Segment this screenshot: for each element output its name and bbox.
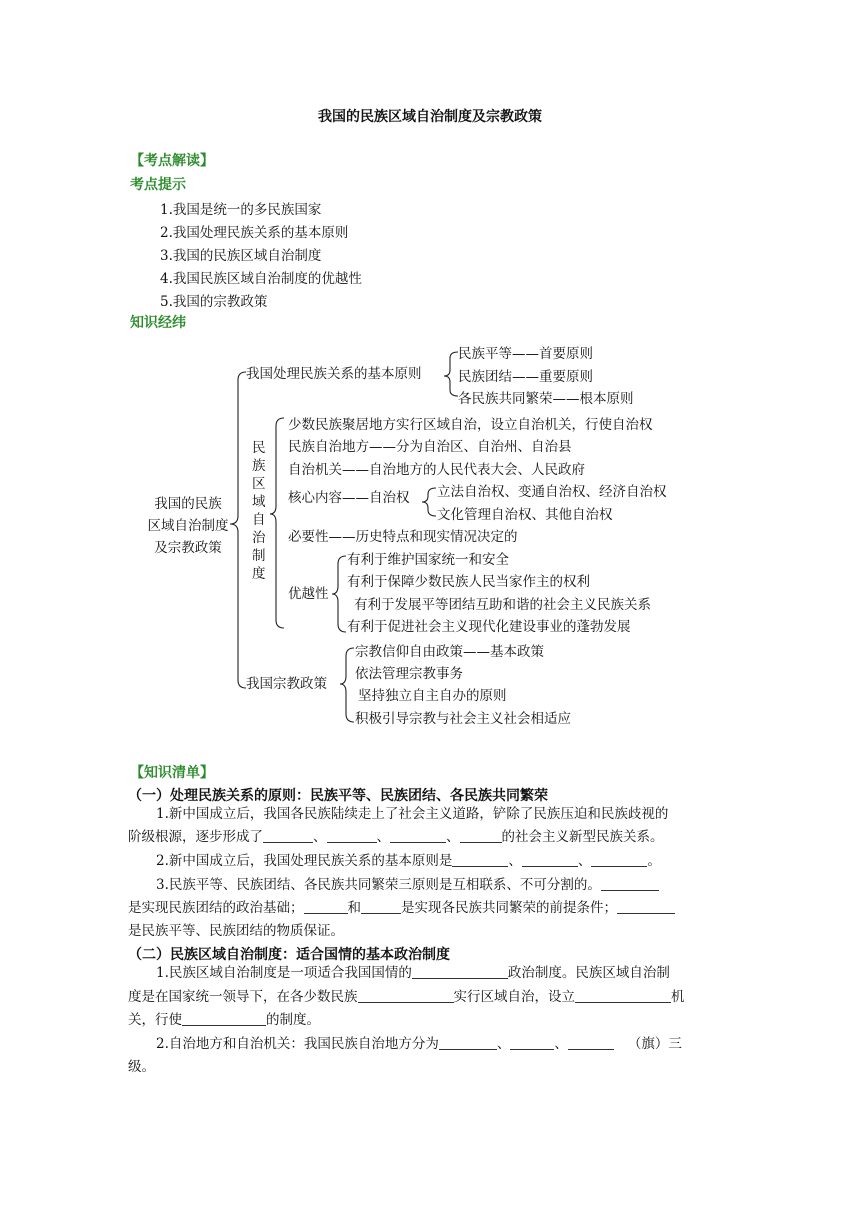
necessity-line: 必要性——历史特点和现实情况决定的 [288, 529, 518, 545]
system-label-char: 区 [252, 476, 266, 492]
system-label-char: 自 [252, 512, 266, 528]
paragraph-4: 1.民族区域自治制度是一项适合我国国情的 政治制度。民族区域自治制 [156, 965, 670, 981]
section-zhishi-jingwei: 知识经纬 [130, 315, 186, 331]
core-item: 文化管理自治权、其他自治权 [437, 507, 613, 523]
paragraph-4-cont: 度是在国家统一领导下，在各少数民族 实行区域自治，设立 机 [128, 989, 685, 1005]
principles-label: 我国处理民族关系的基本原则 [246, 366, 422, 382]
advantage-brace [332, 556, 346, 632]
fill-blank [327, 828, 377, 843]
paragraph-5-end: 级。 [128, 1059, 155, 1075]
paragraph-3-cont: 是实现民族团结的政治基础； 和 是实现各民族共同繁荣的前提条件； [128, 897, 732, 920]
paragraph-4-end: 关，行使 的制度。 [128, 1012, 320, 1028]
tip-item: 3.我国的民族区域自治制度 [160, 248, 322, 264]
system-label-char: 治 [252, 530, 266, 546]
knowledge-map-diagram [0, 330, 860, 740]
core-content-label: 核心内容——自治权 [288, 490, 410, 506]
fill-blank [568, 1035, 614, 1050]
section1-heading: （一）处理民族关系的原则：民族平等、民族团结、各民族共同繁荣 [128, 788, 548, 804]
tip-item: 5.我国的宗教政策 [160, 294, 268, 310]
principles-brace [444, 352, 458, 396]
religion-item: 坚持独立自主自办的原则 [358, 688, 507, 704]
principle-item: 各民族共同繁荣——根本原则 [458, 391, 634, 407]
fill-blank [263, 828, 313, 843]
advantage-label: 优越性 [288, 586, 329, 602]
fill-blank [575, 988, 671, 1003]
tip-item: 2.我国处理民族关系的基本原则 [160, 225, 349, 241]
section-zhishi-qingdan: 【知识清单】 [130, 765, 214, 781]
core-item: 立法自治权、变通自治权、经济自治权 [437, 484, 667, 500]
principle-item: 民族平等——首要原则 [458, 346, 593, 362]
fill-blank [304, 899, 348, 914]
religion-item: 积极引导宗教与社会主义社会相适应 [355, 711, 571, 727]
fill-blank [601, 876, 659, 891]
root-line: 及宗教政策 [154, 540, 222, 556]
root-line: 我国的民族 [154, 496, 222, 512]
paragraph-2: 2.新中国成立后，我国处理民族关系的基本原则是 、 、 。 [156, 853, 661, 869]
fill-blank [182, 1011, 266, 1026]
fill-blank [439, 1035, 497, 1050]
religion-brace [340, 648, 354, 722]
fill-blank [361, 899, 401, 914]
fill-blank [452, 852, 508, 867]
fill-blank [617, 899, 675, 914]
fill-blank [510, 1035, 554, 1050]
tip-item: 1.我国是统一的多民族国家 [160, 202, 322, 218]
section-kaodian-tishi: 考点提示 [130, 177, 186, 193]
system-label-char: 度 [252, 566, 266, 582]
advantage-item: 有利于维护国家统一和安全 [347, 552, 509, 568]
fill-blank [460, 828, 502, 843]
system-line: 民族自治地方——分为自治区、自治州、自治县 [288, 439, 572, 455]
paragraph-1-cont: 阶级根源，逐步形成了 、 、 、 的社会主义新型民族关系。 [128, 829, 664, 845]
fill-blank [412, 964, 508, 979]
core-brace [422, 488, 436, 516]
paragraph-1: 1.新中国成立后，我国各民族陆续走上了社会主义道路，铲除了民族压迫和民族歧视的 [156, 806, 669, 822]
section-kaodian-jiedu: 【考点解读】 [130, 153, 214, 169]
system-line: 少数民族聚居地方实行区域自治，设立自治机关，行使自治权 [288, 417, 653, 433]
fill-blank [358, 988, 454, 1003]
religion-item: 依法管理宗教事务 [355, 666, 463, 682]
system-label-char: 民 [252, 440, 266, 456]
main-brace [230, 372, 246, 688]
system-label-char: 制 [252, 548, 266, 564]
advantage-item: 有利于促进社会主义现代化建设事业的蓬勃发展 [347, 619, 631, 635]
paragraph-3-end: 是民族平等、民族团结的物质保证。 [128, 923, 344, 939]
paragraph-5: 2.自治地方和自治机关：我国民族自治地方分为 、 、 （旗）三 [156, 1036, 682, 1052]
system-brace [270, 418, 284, 628]
religion-item: 宗教信仰自由政策——基本政策 [355, 644, 544, 660]
paragraph-3: 3.民族平等、民族团结、各民族共同繁荣三原则是互相联系、不可分割的。 [128, 874, 732, 897]
fill-blank [522, 852, 578, 867]
page-title: 我国的民族区域自治制度及宗教政策 [318, 109, 542, 125]
section2-heading: （二）民族区域自治制度：适合国情的基本政治制度 [128, 947, 450, 963]
system-label-char: 域 [252, 494, 266, 510]
tip-item: 4.我国民族区域自治制度的优越性 [160, 271, 362, 287]
advantage-item: 有利于发展平等团结互助和谐的社会主义民族关系 [354, 597, 651, 613]
principle-item: 民族团结——重要原则 [458, 369, 593, 385]
religion-label: 我国宗教政策 [246, 676, 327, 692]
system-line: 自治机关——自治地方的人民代表大会、人民政府 [288, 462, 585, 478]
fill-blank [390, 828, 446, 843]
system-label-char: 族 [252, 458, 266, 474]
advantage-item: 有利于保障少数民族人民当家作主的权利 [347, 574, 590, 590]
fill-blank [591, 852, 647, 867]
root-line: 区域自治制度 [147, 518, 229, 534]
